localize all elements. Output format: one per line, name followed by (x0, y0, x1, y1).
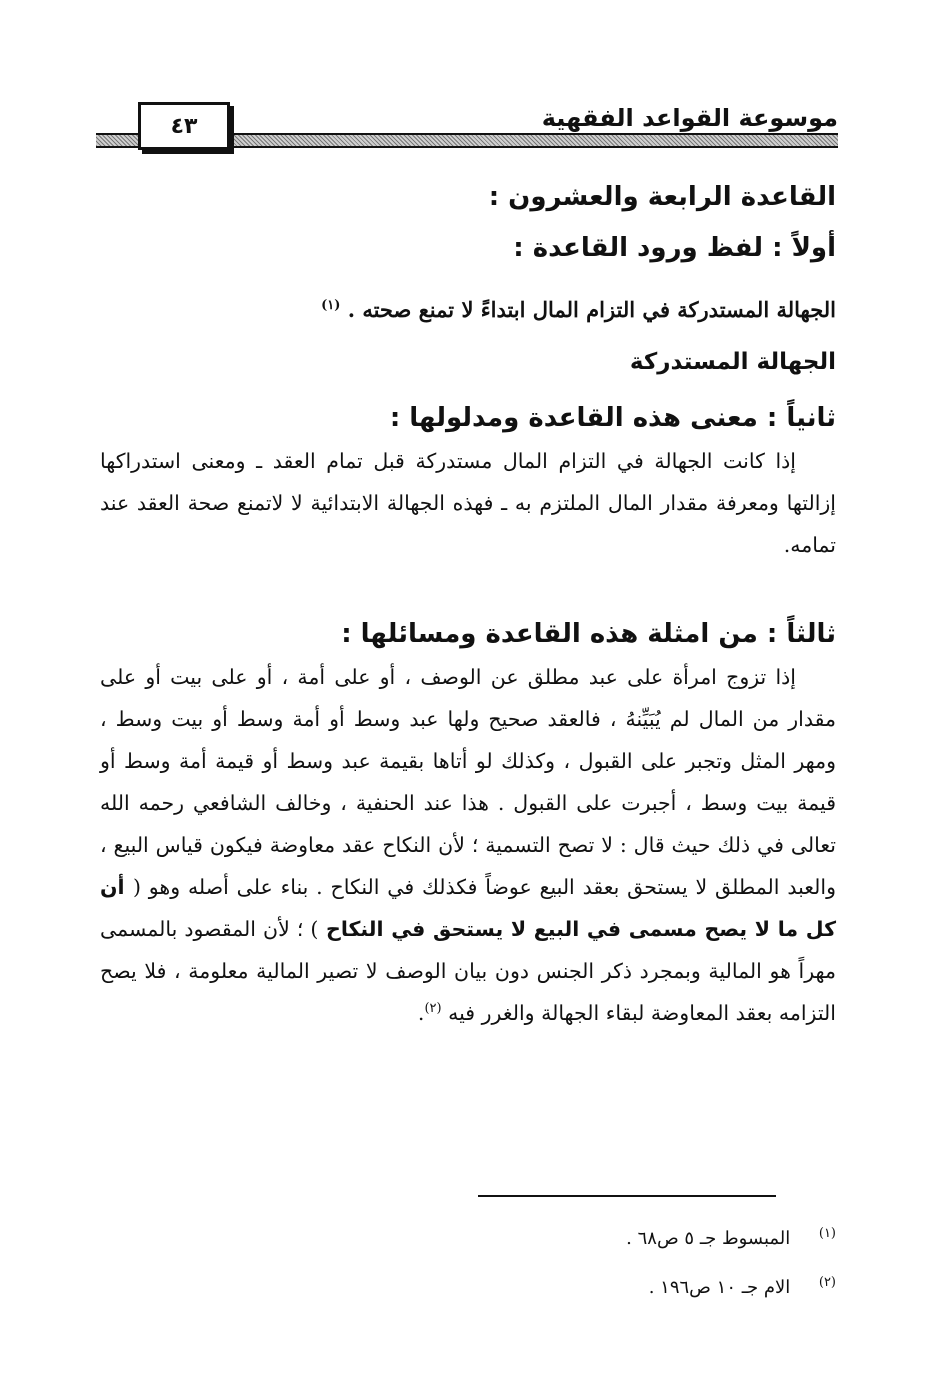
page-number: ٤٣ (170, 113, 198, 139)
section3-footnote-ref: (٢) (424, 1001, 442, 1017)
footnote-2 (500, 1261, 836, 1310)
rule-text-line (100, 290, 836, 330)
footnote-2-number: (٢) (818, 1275, 836, 1290)
page-body (100, 178, 836, 1034)
footnote-1-text: المبسوط جـ ٥ ص٦٨ . (626, 1228, 791, 1249)
footnote-1 (500, 1212, 836, 1261)
rule-name: الجهالة المستدركة (629, 349, 836, 375)
footnotes (500, 1212, 836, 1310)
section3-end: . (417, 1001, 425, 1025)
section2-paragraph: إذا كانت الجهالة في التزام المال مستدركة قبل تمام العقد ـ ومعنى استدراكها إزالتها ومعرفة مقدار المال الملتزم به ـ فهذه الجهالة الابتدائية لا لاتمنع صحة العقد عند تمامه. (100, 449, 836, 557)
page-number-box (138, 102, 230, 150)
section3-paragraph (100, 656, 836, 1034)
page-header (96, 96, 838, 156)
rule-heading: القاعدة الرابعة والعشرون : (488, 182, 836, 212)
section3-text-part1: إذا تزوج امرأة على عبد مطلق عن الوصف ، أو على أمة ، أو على بيت أو على مقدار من المال لم يُبَيِّنهُ ، فالعقد صحيح ولها عبد وسط أو أمة وسط أو بيت وسط ، ومهر المثل وتجبر على القبول ، وكذلك لو أتاها بقيمة عبد وسط أو قيمة أمة وسط أو قيمة بيت وسط ، أجبرت على القبول . هذا عند الحنفية ، وخالف الشافعي رحمه الله تعالى في ذلك حيث قال : لا تصح التسمية ؛ لأن النكاح عقد معاوضة فيكون قياس البيع ، والعبد المطلق لا يستحق بعقد البيع عوضاً فكذلك في النكاح . بناء على أصله وهو ( (100, 665, 836, 899)
footnote-2-text: الام جـ ١٠ ص١٩٦ . (648, 1277, 791, 1298)
running-title: موسوعة القواعد الفقهية (541, 104, 838, 132)
section1-title: أولاً : لفظ ورود القاعدة : (513, 233, 836, 263)
section3-title: ثالثاً : من امثلة هذه القاعدة ومسائلها : (341, 619, 836, 649)
footnote-1-number: (١) (818, 1226, 836, 1241)
section2-title: ثانياً : معنى هذه القاعدة ومدلولها : (389, 403, 836, 433)
section3-text-part2: ) ؛ لأن المقصود بالمسمى مهراً هو المالية وبمجرد ذكر الجنس دون بيان الوصف لا تصير المالية معلومة ، فلا يصح التزامه بعقد المعاوضة لبقاء الجهالة والغرر فيه (100, 917, 836, 1025)
rule-footnote-ref: (١) (321, 298, 341, 313)
footnote-divider (478, 1195, 776, 1197)
section3-highlight: أن كل ما لا يصح مسمى في البيع لا يستحق في النكاح (100, 875, 836, 941)
rule-text: الجهالة المستدركة في التزام المال ابتداءً لا تمنع صحته . (347, 297, 836, 322)
